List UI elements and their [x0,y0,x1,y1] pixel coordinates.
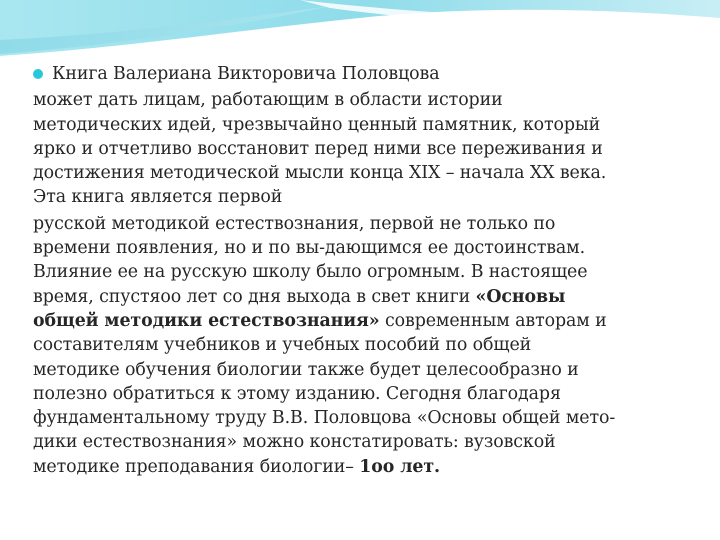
text-line-17-plain: методике преподавания биологии– [33,456,360,477]
text-line-13: методике обучения биологии также будет целесообразно и [33,359,579,380]
text-line-4: ярко и отчетливо восстановит перед ними все переживания и [33,138,603,159]
text-line-10 [33,285,698,309]
hundred-years-emphasis: 1oo лет. [359,456,440,477]
book-title-start: «Основы [475,286,566,307]
text-line-2: может дать лицам, работающим в области истории [33,90,503,111]
bullet-paragraph-first-line [33,62,698,86]
text-line-17 [33,455,698,479]
text-line-16: дики естествознания» можно констатировать: вузовской [33,432,556,453]
text-line-11 [33,309,698,333]
text-line-8: времени появления, но и по вы-дающимся ее достоинствам. [33,238,586,259]
book-title-end: общей методики естествознания» [33,310,380,331]
text-line-6: Эта книга является первой [33,187,283,208]
text-line-7: русской методикой естествознания, первой не только по [33,213,556,234]
text-line-12: составителям учебников и учебных пособий по общей [33,335,532,356]
bullet-icon [33,69,43,79]
text-line-15: фундаментальному труду В.В. Половцова «Основы общей мето- [33,408,616,429]
wave-header-decoration [0,0,720,70]
text-line-3: методических идей, чрезвычайно ценный памятник, который [33,114,601,135]
text-line-9: Влияние ее на русскую школу было огромным. В настоящее [33,262,588,283]
body-text [33,62,698,479]
text-line-10-plain: время, спустяoo лет со дня выхода в свет книги [33,286,476,307]
text-line-14: полезно обратиться к этому изданию. Сегодня благодаря [33,383,561,404]
text-line-1: Книга Валериана Викторовича Половцова [52,64,440,84]
text-line-5: достижения методической мысли конца XIX – начала XX века. [33,163,607,184]
text-line-11-plain: современным авторам и [379,310,607,331]
